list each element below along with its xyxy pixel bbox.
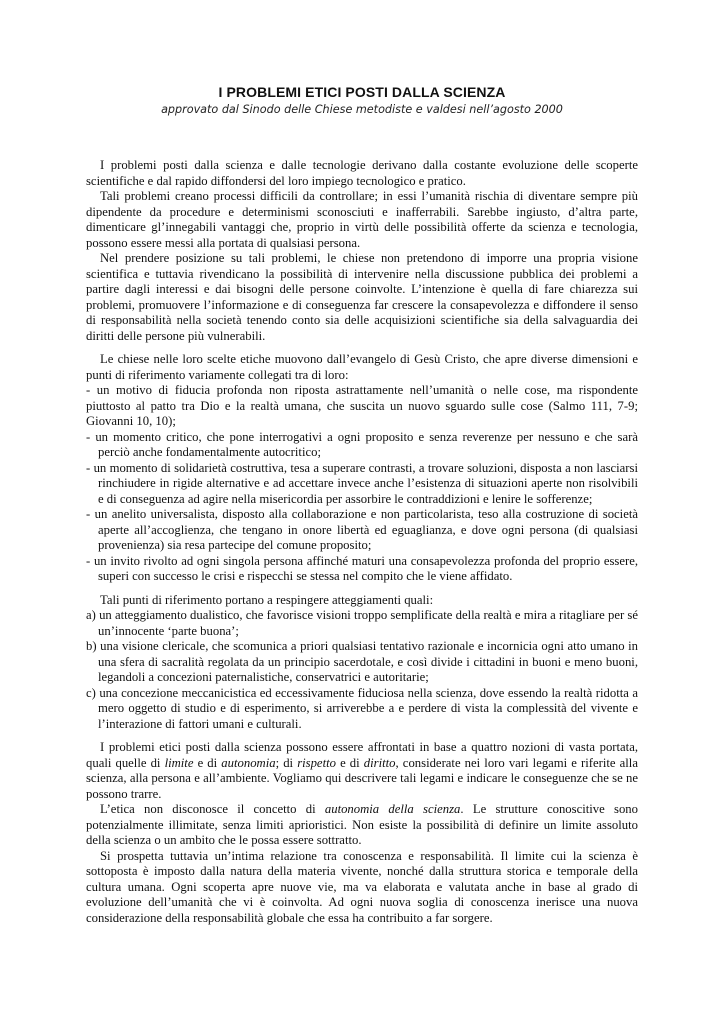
list-item: - un motivo di fiducia profonda non riposta astrattamente nell’umanità o nelle cose, ma rispondente piuttosto al patto tra Dio e la realtà umana, che suscita un nuovo sguardo sulle cose (Salmo 111, 7-9; Giovanni 10, 10);	[86, 383, 638, 428]
term-rispetto: rispetto	[297, 755, 336, 770]
term-autonomia-della-scienza: autonomia della scienza	[324, 802, 461, 816]
paragraph: I problemi posti dalla scienza e dalle tecnologie derivano dalla costante evoluzione delle scoperte scientifiche e dal rapido diffondersi del loro impiego tecnologico e pratico.	[86, 158, 638, 188]
text-span: , considerate nei loro vari legami e riferite alla scienza, alla persona e all’ambiente. Vogliamo qui descrivere tali legami e indicare le conseguenze che se ne possono trarre.	[86, 755, 638, 801]
document-page	[86, 84, 638, 926]
document-title: I PROBLEMI ETICI POSTI DALLA SCIENZA	[218, 84, 506, 100]
text-span: e di	[335, 755, 364, 770]
paragraph	[86, 740, 638, 802]
term-limite: limite	[164, 755, 194, 770]
paragraph	[86, 802, 638, 849]
paragraph: Tali problemi creano processi difficili da controllare; in essi l’umanità rischia di diventare sempre più dipendente da procedure e determinismi sconosciuti e inafferrabili. Sarebbe ingiusto, d’altra parte, dimenticare gl’innegabili vantaggi che, proprio in virtù delle possibilità offerte da scienza e tecnologia, possono essere messi alla portata di qualsiasi persona.	[86, 189, 638, 250]
paragraph: Le chiese nelle loro scelte etiche muovono dall’evangelo di Gesù Cristo, che apre diverse dimensioni e punti di riferimento variamente collegati tra di loro:	[86, 352, 638, 382]
text-span: e di	[193, 755, 222, 770]
list-item: c) una concezione meccanicistica ed eccessivamente fiduciosa nella scienza, dove essendo la realtà ridotta a mero oggetto di studio e di esperimento, si arriverebbe a e perdere di vista la complessità del vivente e l’interazione di fattori umani e culturali.	[86, 685, 638, 731]
term-autonomia: autonomia	[221, 755, 276, 770]
list-item: - un momento critico, che pone interrogativi a ogni proposito e senza reverenze per nessuno e che sarà perciò anche fondamentalmente autocritico;	[86, 429, 638, 459]
paragraph: Si prospetta tuttavia un’intima relazione tra conoscenza e responsabilità. Il limite cui la scienza è sottoposta è imposto dalla natura della materia vivente, nonché dalla struttura storica e temporale della cultura umana. Ogni scoperta apre nuove vie, ma va elaborata e valutata anche in base al grado di evoluzione dell’umanità che vi è coinvolta. Ad ogni nuova soglia di conoscenza inerisce una nuova considerazione della responsabilità globale che essa ha contribuito a far sorgere.	[86, 848, 638, 925]
paragraph: Nel prendere posizione su tali problemi, le chiese non pretendono di imporre una propria visione scientifica e tuttavia rivendicano la possibilità di intervenire nella discussione pubblica dei problemi a partire dagli interessi e dai bisogni delle persone coinvolte. L’intenzione è quella di fare chiarezza sui problemi, promuovere l’informazione e di conseguenza far crescere la consapevolezza e diffondere il senso di responsabilità nella società tenendo conto sia delle acquisizioni scientifiche sia della salvaguardia dei diritti delle persone più vulnerabili.	[86, 251, 638, 343]
text-span: . Le strutture conoscitive sono potenzialmente illimitate, senza limiti aprioristici. Non esiste la possibilità di definire un limite assoluto della scienza o un ambito che le possa essere sottratto.	[86, 802, 638, 847]
list-item: - un invito rivolto ad ogni singola persona affinché maturi una consapevolezza profonda del proprio essere, superi con successo le crisi e rispecchi se stessa nel compito che le viene affidato.	[86, 553, 638, 583]
list-item: - un anelito universalista, disposto alla collaborazione e non particolarista, teso alla costruzione di società aperte all’accoglienza, che tengano in onore libertà ed eguaglianza, e dove ogni persona (di qualsiasi provenienza) sia resa partecipe del comune proposito;	[86, 507, 638, 552]
text-span: L’etica non disconosce il concetto di	[100, 802, 325, 816]
document-body	[86, 158, 638, 926]
list-item: - un momento di solidarietà costruttiva, tesa a superare contrasti, a trovare soluzioni, disposta a non lasciarsi rinchiudere in rigide alternative e ad accettare invece anche l’esistenza di situazioni aperte non risolvibili e di conseguenza ad agire nella misericordia per assorbire le contraddizioni e lenire le sofferenze;	[86, 460, 638, 506]
term-diritto: diritto	[363, 755, 396, 770]
list-item: a) un atteggiamento dualistico, che favorisce visioni troppo semplificate della realtà e mira a ritagliare per sé un’innocente ‘parte buona’;	[86, 608, 638, 638]
text-span: I problemi etici posti dalla scienza possono essere affrontati in base a quattro nozioni di vasta portata, quali quelle di	[86, 740, 638, 770]
document-subtitle: approvato dal Sinodo delle Chiese metodiste e valdesi nell’agosto 2000	[161, 103, 563, 116]
paragraph: Tali punti di riferimento portano a respingere atteggiamenti quali:	[100, 592, 434, 607]
list-item: b) una visione clericale, che scomunica a priori qualsiasi tentativo razionale e incornicia ogni atto umano in una sfera di sacralità regolata da un principio sacerdotale, e così divide i cittadini in buoni e meno buoni, legandoli a concezioni paternalistiche, conservatrici e autoritarie;	[86, 639, 638, 684]
text-span: ; di	[275, 755, 298, 770]
